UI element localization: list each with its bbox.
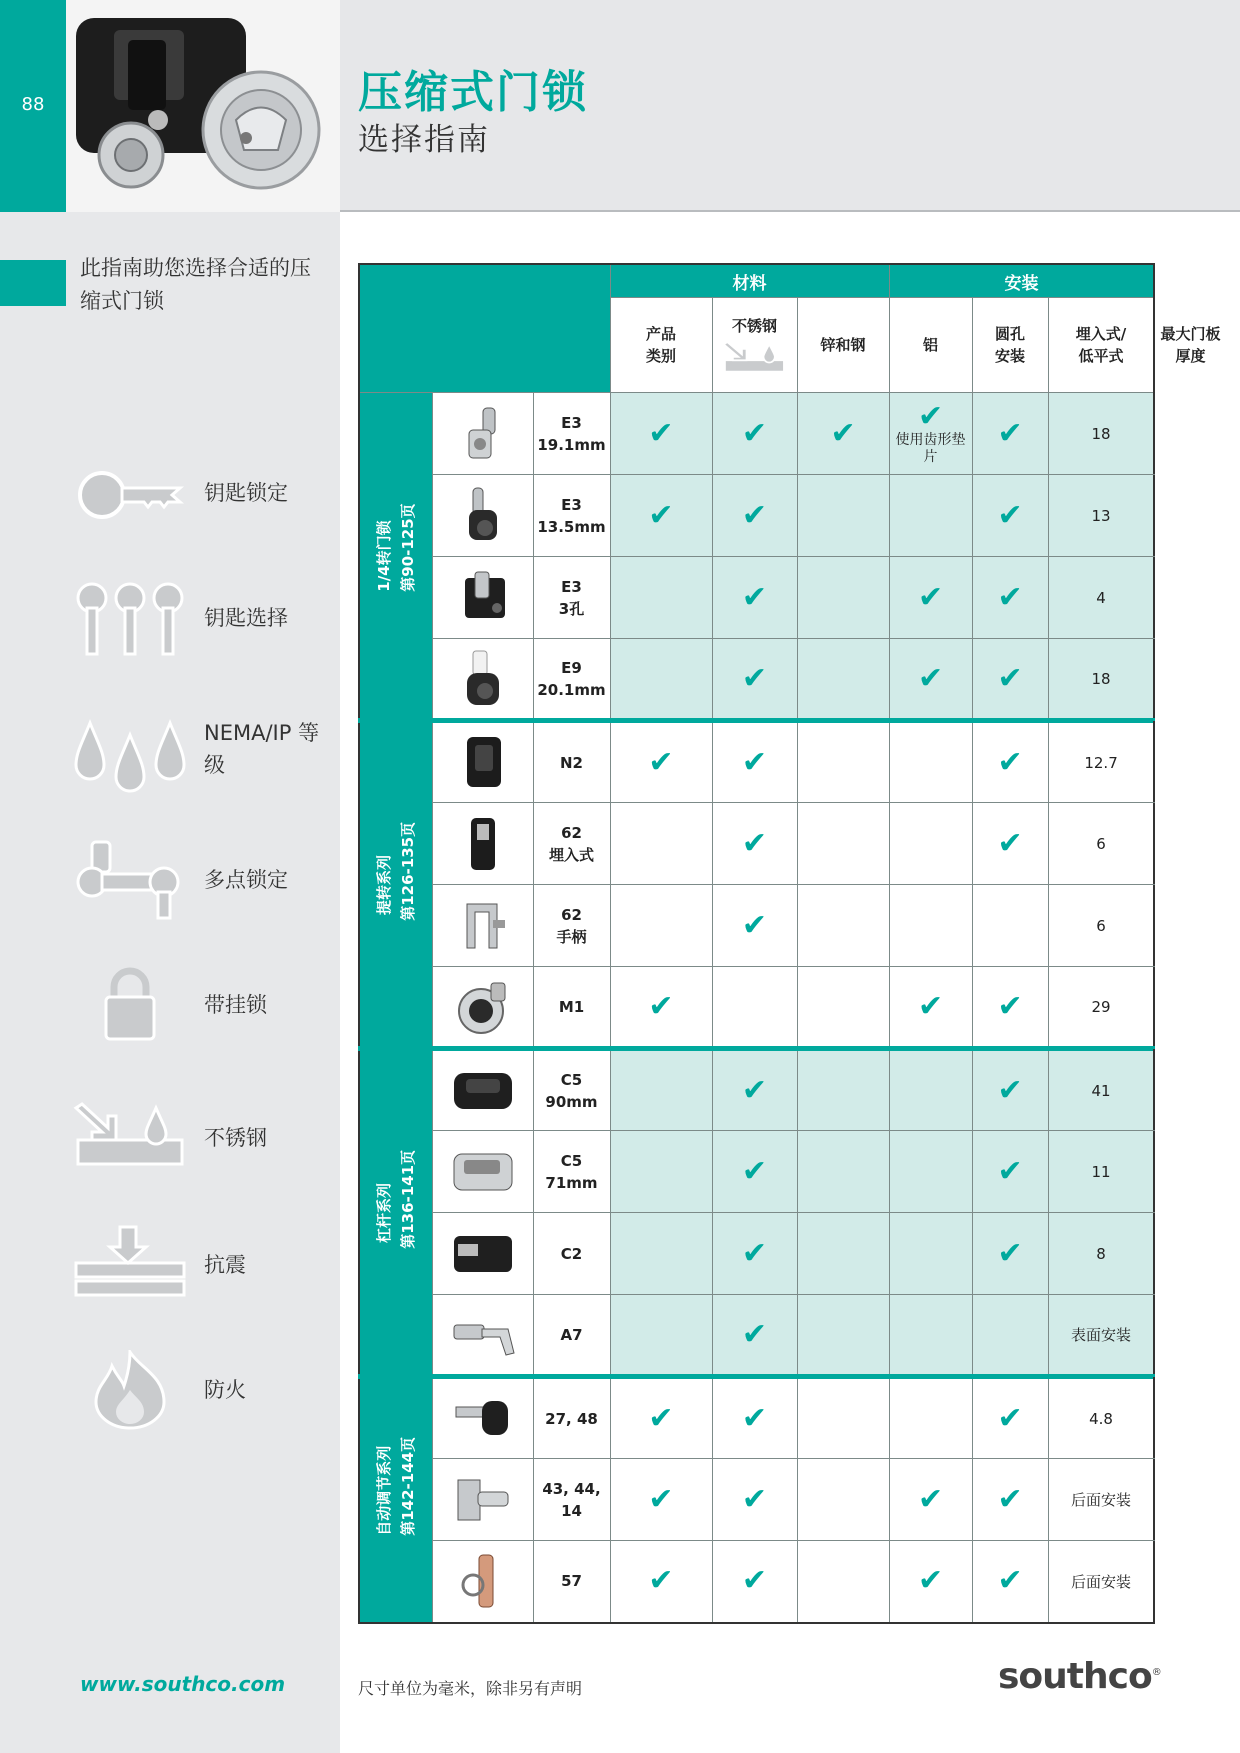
product-image [432,639,533,721]
table-row [359,721,1154,803]
table-row [359,1213,1154,1295]
cell-max-thickness: 18 [1048,393,1154,475]
cell-flush: ✔ [972,1377,1048,1459]
cell-flush: ✔ [972,967,1048,1049]
cell-zinc-steel: ✔ [712,803,797,885]
col-product-type: 产品类别 [610,298,712,393]
legend-label: 带挂锁 [204,993,267,1017]
cell-aluminum [797,1459,889,1541]
legend-item-fire [72,1350,332,1430]
cell-max-thickness: 表面安装 [1048,1295,1154,1377]
product-type: E3 13.5mm [533,475,610,557]
cell-max-thickness: 6 [1048,885,1154,967]
cell-stainless: ✔ [610,475,712,557]
cell-round-hole: ✔ [889,1541,972,1623]
legend-item-key-select [72,580,332,660]
intro-text: 此指南助您选择合适的压缩式门锁 [80,256,311,313]
product-type: E9 20.1mm [533,639,610,721]
product-type: E3 3孔 [533,557,610,639]
cell-max-thickness: 后面安装 [1048,1541,1154,1623]
cell-max-thickness: 4 [1048,557,1154,639]
product-type: C5 71mm [533,1131,610,1213]
cell-flush [972,1295,1048,1377]
cell-zinc-steel: ✔ [712,1459,797,1541]
cell-zinc-steel: ✔ [712,1541,797,1623]
cell-flush: ✔ [972,1213,1048,1295]
cell-round-hole: ✔ [889,1459,972,1541]
legend-label: 不锈钢 [204,1126,267,1150]
cell-stainless: ✔ [610,1377,712,1459]
product-image [432,393,533,475]
cell-aluminum [797,1131,889,1213]
cell-stainless [610,557,712,639]
product-image [432,1541,533,1623]
header-install: 安装 [889,264,1154,298]
cell-stainless: ✔ [610,1541,712,1623]
legend-item-padlock [72,965,332,1045]
table-row [359,393,1154,475]
product-image [432,967,533,1049]
cell-stainless [610,803,712,885]
cell-flush: ✔ [972,475,1048,557]
table-row [359,1377,1154,1459]
cell-aluminum [797,1049,889,1131]
cell-flush: ✔ [972,1131,1048,1213]
table-row [359,803,1154,885]
cell-aluminum [797,557,889,639]
product-image [432,1049,533,1131]
page-title: 压缩式门锁 [358,67,588,118]
product-image [432,557,533,639]
section-label-lever: 杠杆系列 第136-141页 [359,1049,432,1377]
cell-aluminum [797,1213,889,1295]
product-image [432,1459,533,1541]
cell-zinc-steel: ✔ [712,1213,797,1295]
col-flush: 埋入式/低平式 [1048,298,1154,393]
cell-stainless [610,1295,712,1377]
product-type: 27, 48 [533,1377,610,1459]
cell-aluminum [797,885,889,967]
intro-marker [0,260,66,306]
product-type: 62 埋入式 [533,803,610,885]
legend-label: 多点锁定 [204,868,288,892]
product-image [432,885,533,967]
cell-round-hole [889,1131,972,1213]
product-image [432,803,533,885]
table-row [359,557,1154,639]
cell-round-hole [889,1377,972,1459]
cell-stainless: ✔ [610,1459,712,1541]
latch-product-photo [66,0,340,212]
legend-item-nema-ip [72,715,332,795]
cell-max-thickness: 29 [1048,967,1154,1049]
padlock-icon [72,965,190,1045]
cell-max-thickness: 11 [1048,1131,1154,1213]
product-type: 57 [533,1541,610,1623]
legend-label: 防火 [204,1378,246,1402]
cell-zinc-steel: ✔ [712,1377,797,1459]
table-row [359,475,1154,557]
cell-stainless: ✔ [610,721,712,803]
product-image [432,1131,533,1213]
water-drops-icon [72,715,190,795]
cell-max-thickness: 13 [1048,475,1154,557]
selection-guide-table: 材料 安装 产品类别 不锈钢 锌和钢 铝 圆孔安装 埋入式/低平式 最大门板厚度 1/4转门锁 第90-125页 E3 19.1mm ✔ ✔ ✔ ✔ 使用齿形垫片 ✔ 18 E3 13.5mm ✔ ✔ ✔ 13 E3 3孔 ✔ ✔ ✔ 4 E9 20.1mm ✔ ✔ ✔ 18 提转系列 第126-135页 N2 ✔ ✔ ✔ 12.7 62 埋入式 ✔ ✔ 6 62 手柄 ✔ 6 M1 ✔ ✔ ✔ 29 杠杆系列 第136-141页 C5 90mm ✔ ✔ 41 C5 71mm ✔ ✔ 11 C2 ✔ ✔ 8 A7 ✔ 表面安装 自动调节系列 第142-144页 27, 48 ✔ ✔ ✔ 4.8 43, 44, 14 ✔ ✔ ✔ ✔ 后面安装 57 ✔ ✔ ✔ ✔ 后面安装 [358,263,1155,1624]
product-type: C5 90mm [533,1049,610,1131]
cell-zinc-steel: ✔ [712,721,797,803]
cell-round-hole [889,721,972,803]
header-material: 材料 [610,264,889,298]
section-label-lift-turn: 提转系列 第126-135页 [359,721,432,1049]
page-number: 88 [21,94,45,115]
cell-round-hole [889,1213,972,1295]
cell-aluminum [797,639,889,721]
legend-label: 钥匙选择 [204,606,288,630]
product-type: E3 19.1mm [533,393,610,475]
cell-round-hole [889,1049,972,1131]
legend-item-stainless [72,1098,332,1178]
product-type: M1 [533,967,610,1049]
cell-max-thickness: 后面安装 [1048,1459,1154,1541]
cell-zinc-steel: ✔ [712,639,797,721]
cell-stainless [610,885,712,967]
table-corner [359,264,610,393]
product-type: N2 [533,721,610,803]
cell-zinc-steel: ✔ [712,885,797,967]
cell-flush: ✔ [972,721,1048,803]
website-link[interactable]: www.southco.com [80,1672,286,1696]
table-row [359,1459,1154,1541]
cell-flush [972,885,1048,967]
cell-round-hole [889,1295,972,1377]
cell-round-hole: ✔ [889,639,972,721]
cell-aluminum [797,721,889,803]
legend-item-shock [72,1225,332,1305]
cell-stainless: ✔ [610,967,712,1049]
cell-round-hole: ✔ [889,557,972,639]
cell-max-thickness: 8 [1048,1213,1154,1295]
cell-flush: ✔ [972,557,1048,639]
col-stainless: 不锈钢 [712,298,797,393]
cell-max-thickness: 6 [1048,803,1154,885]
page-subtitle: 选择指南 [358,122,490,158]
cell-stainless [610,1213,712,1295]
cell-flush: ✔ [972,1049,1048,1131]
product-image [432,1377,533,1459]
cell-max-thickness: 18 [1048,639,1154,721]
cell-stainless [610,639,712,721]
cell-stainless: ✔ [610,393,712,475]
cell-aluminum [797,1377,889,1459]
legend-item-key-lock [72,455,332,535]
cell-max-thickness: 41 [1048,1049,1154,1131]
product-image [432,475,533,557]
cell-aluminum [797,1541,889,1623]
stainless-steel-icon [720,341,790,375]
product-type: A7 [533,1295,610,1377]
brand-logo: southco® [998,1656,1161,1697]
cell-zinc-steel: ✔ [712,1295,797,1377]
multi-point-latch-icon [72,840,190,920]
col-aluminum: 铝 [889,298,972,393]
col-round-hole: 圆孔安装 [972,298,1048,393]
cell-stainless [610,1131,712,1213]
product-image [432,721,533,803]
cell-stainless [610,1049,712,1131]
product-type: 62 手柄 [533,885,610,967]
shock-resistant-icon [72,1225,190,1305]
cell-zinc-steel: ✔ [712,475,797,557]
cell-aluminum [797,1295,889,1377]
legend-item-multi-point [72,840,332,920]
cell-round-hole [889,475,972,557]
cell-max-thickness: 12.7 [1048,721,1154,803]
cell-flush: ✔ [972,803,1048,885]
cell-flush: ✔ [972,393,1048,475]
table-row [359,1049,1154,1131]
table-row [359,967,1154,1049]
col-zinc-steel: 锌和钢 [797,298,889,393]
section-label-adjustable: 自动调节系列 第142-144页 [359,1377,432,1623]
fire-resistant-icon [72,1350,190,1430]
cell-zinc-steel: ✔ [712,393,797,475]
cell-aluminum [797,967,889,1049]
product-type: C2 [533,1213,610,1295]
table-row [359,1131,1154,1213]
cell-round-hole: ✔ [889,967,972,1049]
multiple-keys-icon [72,580,190,660]
cell-flush: ✔ [972,639,1048,721]
legend-label: 抗震 [204,1253,246,1277]
units-note: 尺寸单位为毫米，除非另有声明 [358,1679,583,1698]
cell-aluminum: ✔ [797,393,889,475]
product-image [432,1213,533,1295]
table-row [359,639,1154,721]
cell-aluminum [797,803,889,885]
cell-round-hole [889,803,972,885]
table-row [359,1541,1154,1623]
table-row [359,1295,1154,1377]
cell-round-hole: ✔ 使用齿形垫片 [889,393,972,475]
cell-zinc-steel: ✔ [712,1131,797,1213]
cell-aluminum [797,475,889,557]
product-type: 43, 44, 14 [533,1459,610,1541]
product-image [432,1295,533,1377]
cell-max-thickness: 4.8 [1048,1377,1154,1459]
legend-label: 钥匙锁定 [204,481,288,505]
cell-zinc-steel [712,967,797,1049]
stainless-steel-icon [72,1098,190,1178]
cell-zinc-steel: ✔ [712,557,797,639]
section-label-quarter-turn: 1/4转门锁 第90-125页 [359,393,432,721]
cell-flush: ✔ [972,1459,1048,1541]
cell-flush: ✔ [972,1541,1048,1623]
table-row [359,885,1154,967]
key-icon [72,455,190,535]
legend-label: NEMA/IP 等级 [204,721,320,777]
cell-round-hole [889,885,972,967]
cell-zinc-steel: ✔ [712,1049,797,1131]
